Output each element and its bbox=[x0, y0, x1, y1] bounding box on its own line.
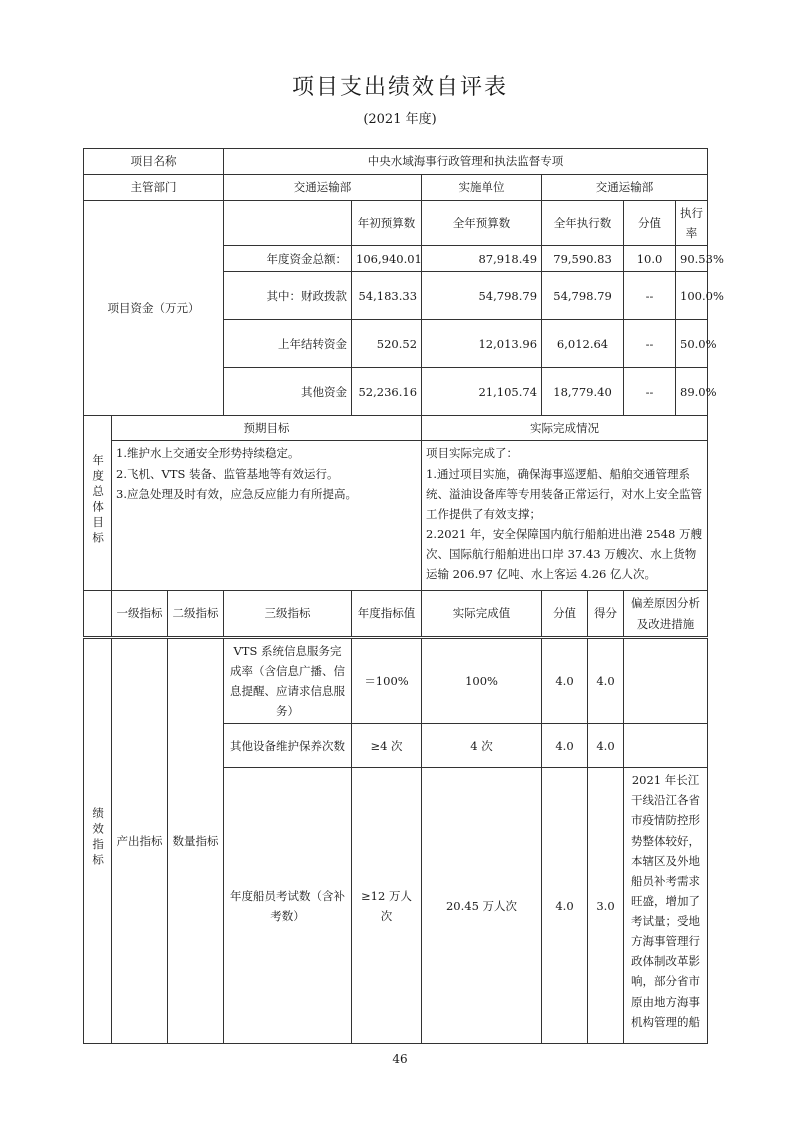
project-name-value: 中央水域海事行政管理和执法监督专项 bbox=[224, 149, 708, 175]
indicators-header-level1: 一级指标 bbox=[112, 591, 168, 637]
funds-header-blank bbox=[224, 201, 352, 246]
indicator-level3: 其他设备维护保养次数 bbox=[224, 724, 352, 768]
funds-row-label: 上年结转资金 bbox=[224, 320, 352, 368]
indicator-target: ≥4 次 bbox=[352, 724, 422, 768]
funds-row-executed: 18,779.40 bbox=[542, 368, 624, 416]
indicator-score: 3.0 bbox=[588, 768, 624, 1044]
impl-value: 交通运输部 bbox=[542, 175, 708, 201]
goals-expected-list bbox=[112, 441, 422, 591]
funds-row-rate: 90.53% bbox=[676, 246, 708, 272]
indicators-header-blank bbox=[84, 591, 112, 637]
funds-row-initial: 520.52 bbox=[352, 320, 422, 368]
funds-row-weight: -- bbox=[624, 368, 676, 416]
goals-actual-item: 1.通过项目实施，确保海事巡逻船、船舶交通管理系统、溢油设备库等专用装备正常运行，对水上安全监管工作提供了有效支撑； bbox=[426, 466, 703, 521]
goals-content-row bbox=[84, 441, 708, 591]
indicators-header-level3: 三级指标 bbox=[224, 591, 352, 637]
funds-row-executed: 6,012.64 bbox=[542, 320, 624, 368]
goals-actual-item: 项目实际完成了： bbox=[426, 446, 519, 461]
indicator-level2: 数量指标 bbox=[168, 637, 224, 1044]
funds-row-annual: 21,105.74 bbox=[422, 368, 542, 416]
goals-actual-item: 2.2021 年，安全保障国内航行船舶进出港 2548 万艘次、国际航行船舶进出口岸 37.43 万艘次、水上货物运输 206.97 亿吨、水上客运 4.26 亿人次。 bbox=[426, 526, 702, 582]
funds-row-label: 年度资金总额： bbox=[224, 246, 352, 272]
dept-value: 交通运输部 bbox=[224, 175, 422, 201]
funds-row-label: 其中：财政拨款 bbox=[224, 272, 352, 320]
funds-row-weight: -- bbox=[624, 320, 676, 368]
indicator-actual: 20.45 万人次 bbox=[422, 768, 542, 1044]
indicator-row bbox=[84, 637, 708, 724]
indicators-header-target: 年度指标值 bbox=[352, 591, 422, 637]
funds-row-initial: 52,236.16 bbox=[352, 368, 422, 416]
indicator-level3: VTS 系统信息服务完成率（含信息广播、信息提醒、应请求信息服务） bbox=[224, 637, 352, 724]
funds-row-executed: 54,798.79 bbox=[542, 272, 624, 320]
goals-header-row bbox=[84, 416, 708, 441]
indicators-header-score: 得分 bbox=[588, 591, 624, 637]
funds-row-rate: 100.0% bbox=[676, 272, 708, 320]
funds-row-initial: 106,940.01 bbox=[352, 246, 422, 272]
indicator-weight: 4.0 bbox=[542, 724, 588, 768]
indicators-header-level2: 二级指标 bbox=[168, 591, 224, 637]
indicator-target: ＝100% bbox=[352, 637, 422, 724]
funds-row-annual: 54,798.79 bbox=[422, 272, 542, 320]
indicator-score: 4.0 bbox=[588, 637, 624, 724]
funds-header-weight: 分值 bbox=[624, 201, 676, 246]
funds-row-initial: 54,183.33 bbox=[352, 272, 422, 320]
funds-row-annual: 12,013.96 bbox=[422, 320, 542, 368]
goals-expected-item: 2.飞机、VTS 装备、监管基地等有效运行。 bbox=[116, 466, 339, 481]
funds-row-annual: 87,918.49 bbox=[422, 246, 542, 272]
indicator-actual: 100% bbox=[422, 637, 542, 724]
page-title: 项目支出绩效自评表 bbox=[291, 75, 508, 100]
project-name-label: 项目名称 bbox=[84, 149, 224, 175]
goals-expected-item: 1.维护水上交通安全形势持续稳定。 bbox=[116, 446, 300, 461]
indicators-section-label: 绩效指标 bbox=[84, 637, 112, 1044]
dept-row bbox=[84, 175, 708, 201]
goals-section-label: 年度总体目标 bbox=[84, 416, 112, 591]
indicator-weight: 4.0 bbox=[542, 768, 588, 1044]
funds-header-annual: 全年预算数 bbox=[422, 201, 542, 246]
indicator-weight: 4.0 bbox=[542, 637, 588, 724]
page-subtitle: (2021 年度) bbox=[363, 112, 437, 127]
indicator-analysis bbox=[624, 724, 708, 768]
indicator-analysis bbox=[624, 637, 708, 724]
funds-row-rate: 50.0% bbox=[676, 320, 708, 368]
indicator-score: 4.0 bbox=[588, 724, 624, 768]
funds-row-label: 其他资金 bbox=[224, 368, 352, 416]
funds-row-weight: -- bbox=[624, 272, 676, 320]
indicators-header-weight: 分值 bbox=[542, 591, 588, 637]
indicator-analysis: 2021 年长江干线沿江各省市疫情防控形势整体较好，本辖区及外地船员补考需求旺盛，增加了考试量；受地方海事管理行政体制改革影响，部分省市原由地方海事机构管理的船 bbox=[624, 768, 708, 1044]
funds-row-rate: 89.0% bbox=[676, 368, 708, 416]
goals-expected-header: 预期目标 bbox=[112, 416, 422, 441]
indicators-header-row bbox=[84, 591, 708, 637]
funds-section-label: 项目资金（万元） bbox=[84, 201, 224, 416]
indicator-actual: 4 次 bbox=[422, 724, 542, 768]
indicator-target: ≥12 万人次 bbox=[352, 768, 422, 1044]
project-name-row bbox=[84, 149, 708, 175]
indicators-header-analysis: 偏差原因分析及改进措施 bbox=[624, 591, 708, 637]
funds-row-weight: 10.0 bbox=[624, 246, 676, 272]
indicator-level1: 产出指标 bbox=[112, 637, 168, 1044]
goals-expected-item: 3.应急处理及时有效，应急反应能力有所提高。 bbox=[116, 486, 357, 501]
evaluation-table bbox=[83, 148, 724, 1044]
indicators-header-actual: 实际完成值 bbox=[422, 591, 542, 637]
funds-header-row bbox=[84, 201, 708, 246]
funds-row-executed: 79,590.83 bbox=[542, 246, 624, 272]
page-number: 46 bbox=[392, 1052, 408, 1066]
funds-header-rate: 执行率 bbox=[676, 201, 708, 246]
funds-header-initial: 年初预算数 bbox=[352, 201, 422, 246]
indicator-level3: 年度船员考试数（含补考数） bbox=[224, 768, 352, 1044]
goals-actual-list bbox=[422, 441, 708, 591]
goals-actual-header: 实际完成情况 bbox=[422, 416, 708, 441]
impl-label: 实施单位 bbox=[422, 175, 542, 201]
dept-label: 主管部门 bbox=[84, 175, 224, 201]
funds-header-executed: 全年执行数 bbox=[542, 201, 624, 246]
